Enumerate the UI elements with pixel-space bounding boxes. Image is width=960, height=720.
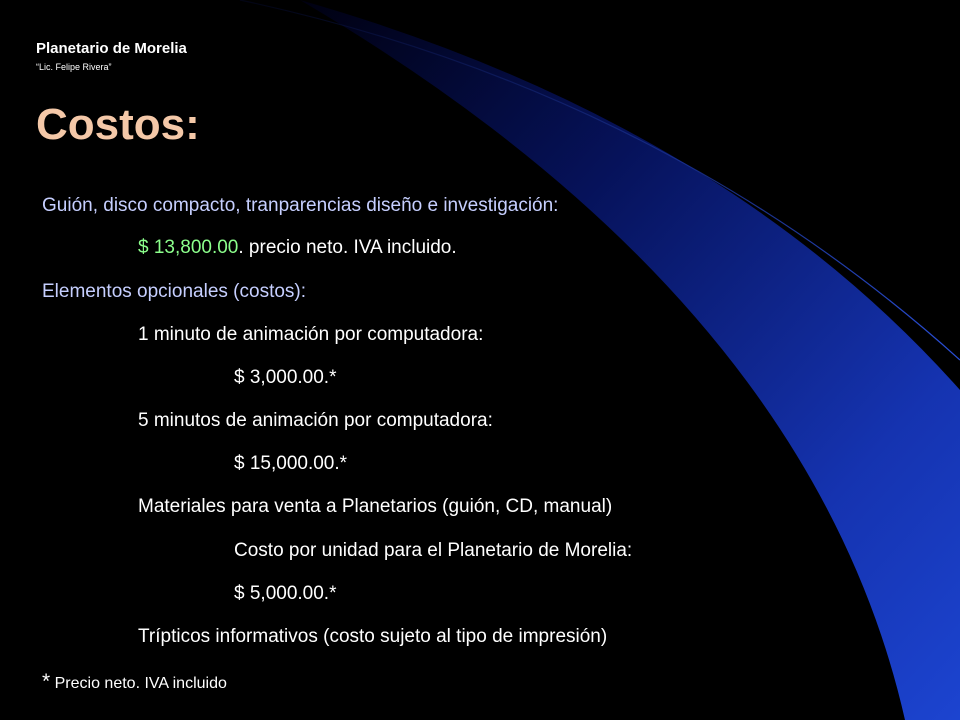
tripticos-label: Trípticos informativos (costo sujeto al tipo de impresión)	[138, 626, 608, 647]
unit-cost-price: $ 5,000.00.*	[234, 583, 337, 604]
page-title: Costos:	[36, 100, 200, 149]
base-price-line	[138, 236, 457, 260]
anim1-label: 1 minuto de animación por computadora:	[138, 324, 484, 345]
footnote-star: *	[42, 670, 51, 693]
footnote-text: Precio neto. IVA incluido	[50, 675, 227, 692]
materials-label: Materiales para venta a Planetarios (guión, CD, manual)	[138, 496, 613, 517]
intro-text: Guión, disco compacto, tranparencias diseño e investigación:	[42, 195, 559, 216]
base-price-note: . precio neto. IVA incluido.	[238, 237, 457, 258]
anim5-label: 5 minutos de animación por computadora:	[138, 410, 493, 431]
anim5-price: $ 15,000.00.*	[234, 453, 348, 474]
optional-heading: Elementos opcionales (costos):	[42, 281, 307, 302]
footnote	[42, 670, 227, 694]
org-subtitle: “Lic. Felipe Rivera”	[36, 62, 112, 72]
anim1-price: $ 3,000.00.*	[234, 367, 337, 388]
base-price-value: $ 13,800.00	[138, 237, 239, 258]
unit-cost-label: Costo por unidad para el Planetario de Morelia:	[234, 540, 633, 561]
org-name: Planetario de Morelia	[36, 40, 187, 57]
